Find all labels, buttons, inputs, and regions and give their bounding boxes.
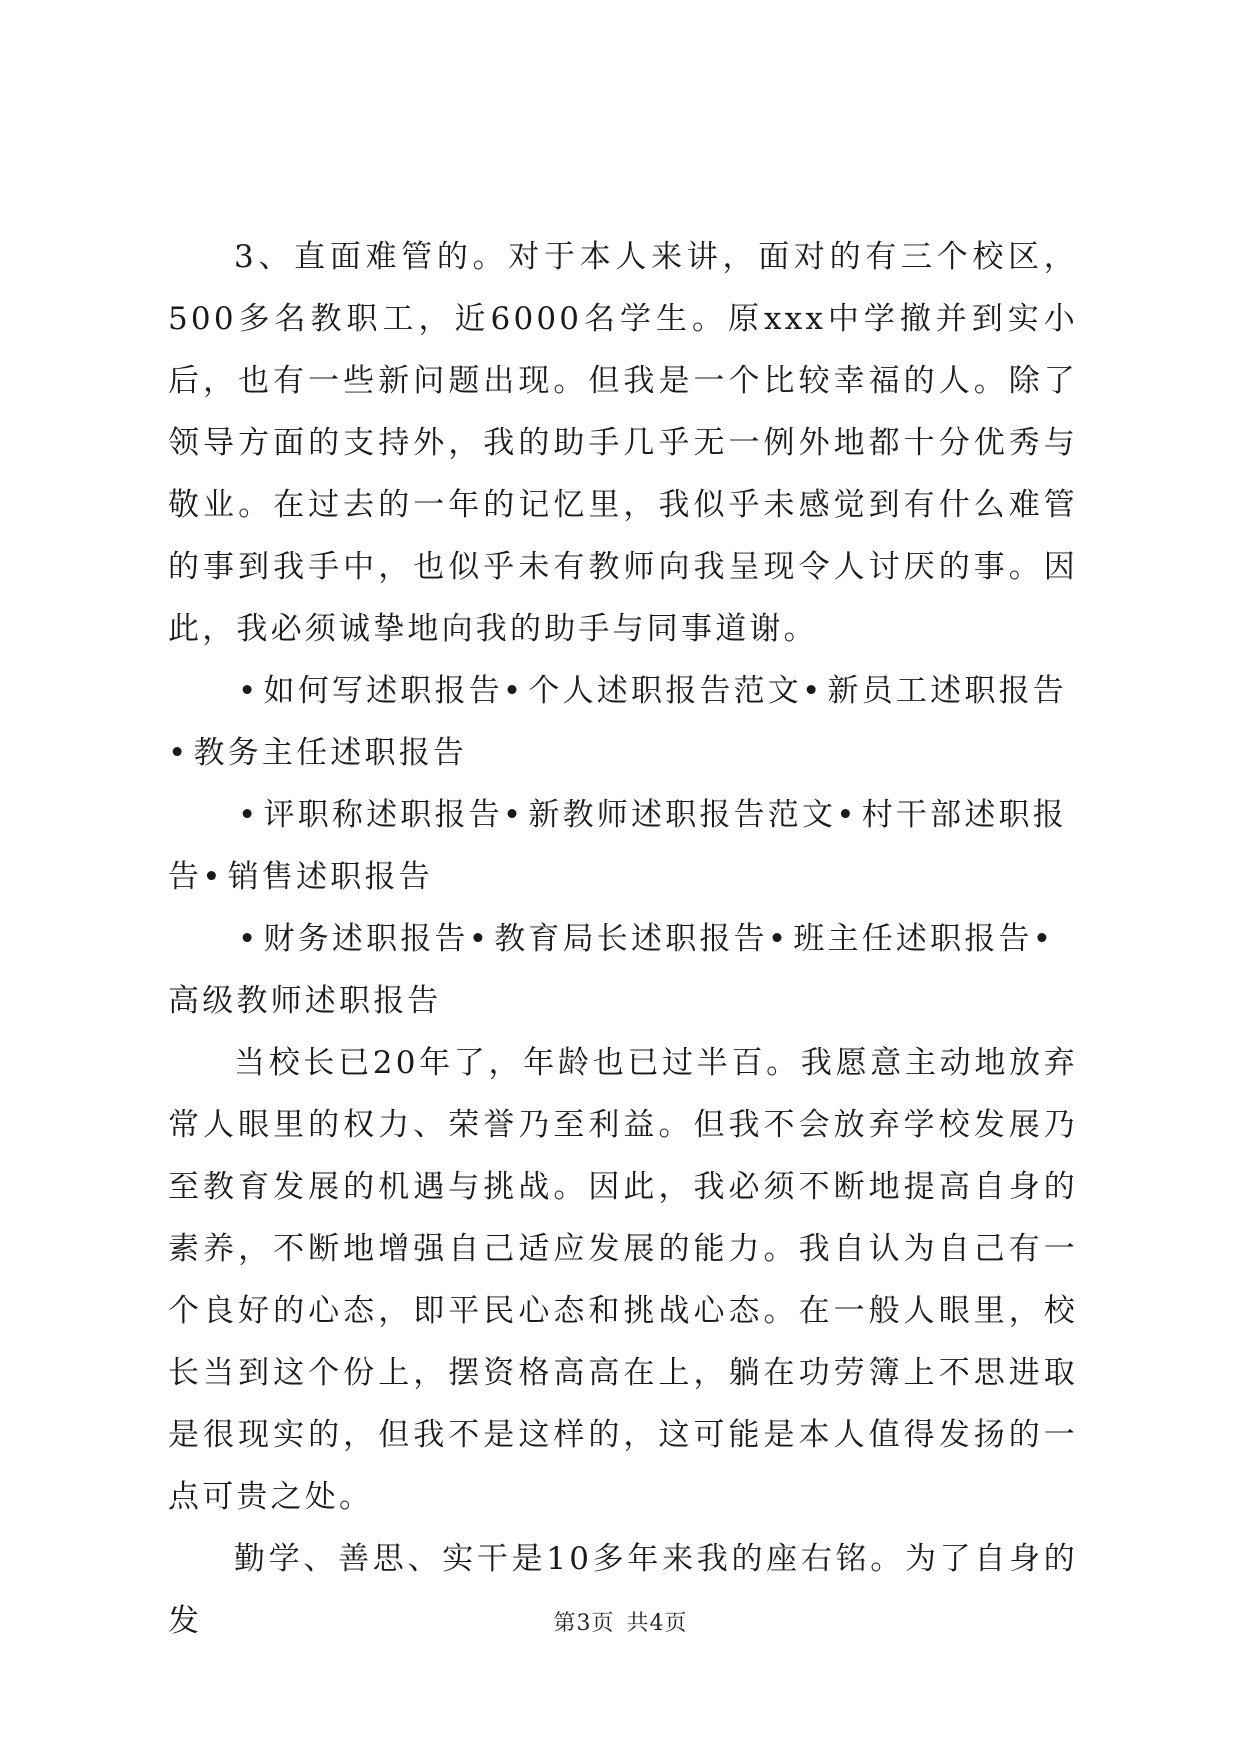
related-link[interactable]: • 教育局长述职报告 — [469, 921, 768, 957]
related-link[interactable]: • 财务述职报告 — [238, 921, 469, 957]
related-link[interactable]: • 评职称述职报告 — [238, 797, 503, 833]
paragraph-3-directly-facing-difficulty: 3、直面难管的。对于本人来讲，面对的有三个校区，500多名教职工，近6000名学生。原xxx中学撤并到实小后，也有一些新问题出现。但我是一个比较幸福的人。除了领导方面的支持外，我的助手几乎无一例外地都十分优秀与敬业。在过去的一年的记忆里，我似乎未感觉到有什么难管的事到我手中，也似乎未有教师向我呈现令人讨厌的事。因此，我必须诚挚地向我的助手与同事道谢。 — [168, 239, 1078, 647]
related-links-row-1 — [168, 660, 1078, 784]
related-link[interactable]: • 新员工述职报告 — [802, 673, 1067, 709]
related-links-row-2 — [168, 784, 1078, 908]
related-link[interactable]: • 个人述职报告范文 — [503, 673, 802, 709]
related-link[interactable]: • 新教师述职报告范文 — [503, 797, 836, 833]
document-body — [168, 226, 1078, 1652]
paragraph-principal-attitude: 当校长已20年了，年龄也已过半百。我愿意主动地放弃常人眼里的权力、荣誉乃至利益。但我不会放弃学校发展乃至教育发展的机遇与挑战。因此，我必须不断地提高自身的素养，不断地增强自己适应发展的能力。我自认为自己有一个良好的心态，即平民心态和挑战心态。在一般人眼里，校长当到这个份上，摆资格高高在上，躺在功劳簿上不思进取是很现实的，但我不是这样的，这可能是本人值得发扬的一点可贵之处。 — [168, 1045, 1078, 1515]
related-link[interactable]: • 高级教师述职报告 — [168, 921, 1058, 1019]
page-total: 共4页 — [626, 1611, 688, 1636]
page-number: 第3页 — [553, 1611, 615, 1636]
related-link[interactable]: • 班主任述职报告 — [768, 921, 1033, 957]
page-footer — [0, 1606, 1241, 1637]
related-link[interactable]: • 教务主任述职报告 — [168, 735, 467, 771]
related-link[interactable]: • 村干部述职报告 — [168, 797, 1067, 895]
related-link[interactable]: • 如何写述职报告 — [238, 673, 503, 709]
related-links-row-3 — [168, 908, 1078, 1032]
related-link[interactable]: • 销售述职报告 — [202, 859, 433, 895]
paragraph-motto: 勤学、善思、实干是10多年来我的座右铭。为了自身的发 — [168, 1541, 1078, 1639]
